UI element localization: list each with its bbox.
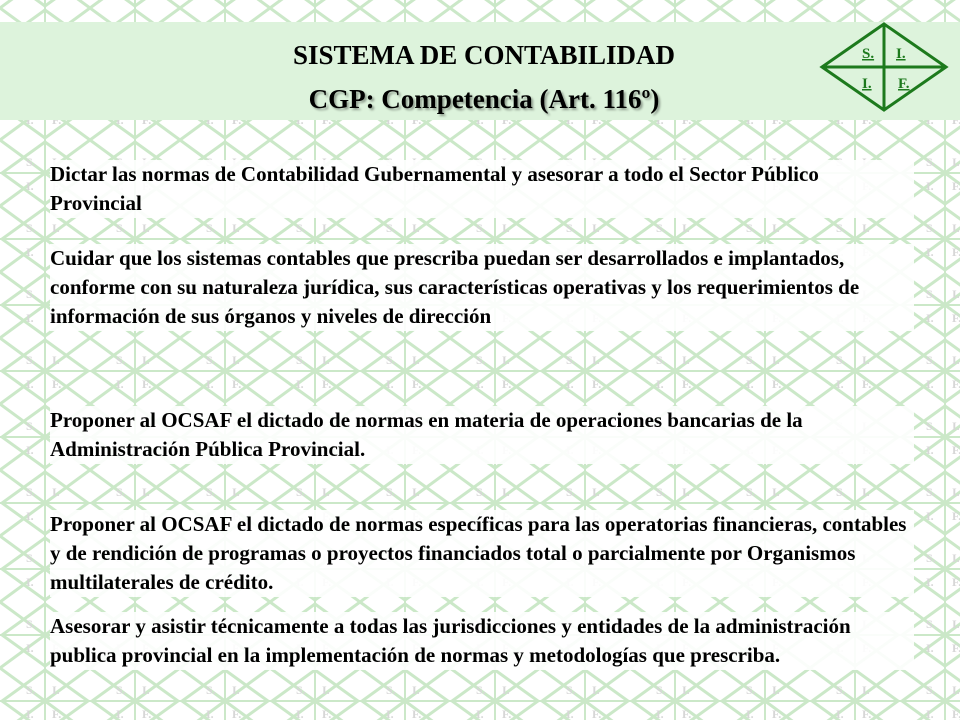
logo-letter: F. xyxy=(898,76,910,92)
slide-subtitle: CGP: Competencia (Art. 116º) xyxy=(308,84,660,114)
logo-letter: I. xyxy=(862,76,872,92)
sisf-logo xyxy=(818,20,950,114)
competency-item: Asesorar y asistir técnicamente a todas las jurisdicciones y entidades de la administración publica provincial en la implementación de normas y metodologías que prescriba. xyxy=(50,612,914,670)
competency-item: Proponer al OCSAF el dictado de normas en materia de operaciones bancarias de la Administración Pública Provincial. xyxy=(50,406,914,464)
logo-letter: S. xyxy=(862,46,875,62)
competency-item: Proponer al OCSAF el dictado de normas específicas para las operatorias financieras, contables y de rendición de programas o proyectos financiados total o parcialmente por Organismos multilaterales de crédito. xyxy=(50,510,914,597)
logo-letter: I. xyxy=(896,46,906,62)
slide-title: SISTEMA DE CONTABILIDAD xyxy=(292,40,676,70)
competency-item: Cuidar que los sistemas contables que prescriba puedan ser desarrollados e implantados, conforme con su naturaleza jurídica, sus características operativas y los requerimientos de información de sus órganos y niveles de dirección xyxy=(50,244,914,331)
competency-item: Dictar las normas de Contabilidad Gubernamental y asesorar a todo el Sector Público Provincial xyxy=(50,160,914,218)
